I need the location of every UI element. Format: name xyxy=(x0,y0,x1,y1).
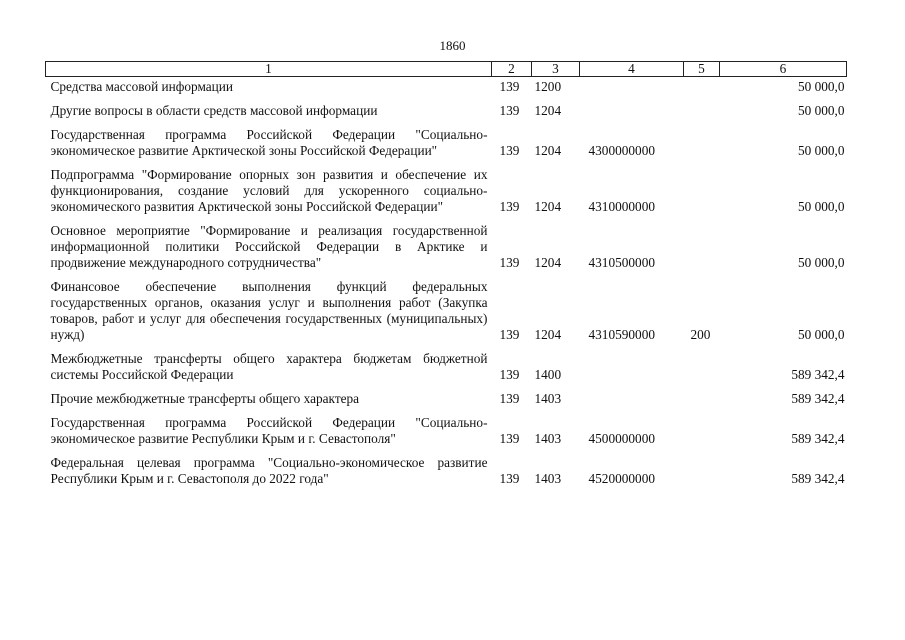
row-name: Прочие межбюджетные трансферты общего характера xyxy=(50,391,360,406)
row-cs xyxy=(580,79,684,95)
budget-table xyxy=(45,61,847,487)
row-gr: 139 xyxy=(499,327,520,342)
table-row xyxy=(46,415,847,447)
row-vr xyxy=(684,455,720,487)
row-name: Средства массовой информации xyxy=(50,79,234,94)
row-vr xyxy=(684,79,720,95)
header-col-1: 1 xyxy=(46,62,492,77)
row-vr xyxy=(684,103,720,119)
table-row xyxy=(46,391,847,407)
row-rz: 1204 xyxy=(534,199,562,214)
table-row xyxy=(46,351,847,383)
row-vr xyxy=(684,223,720,271)
row-cs xyxy=(580,351,684,383)
table-row xyxy=(46,455,847,487)
row-sum: 50 000,0 xyxy=(797,79,845,94)
table-header-row xyxy=(46,62,847,77)
table-row xyxy=(46,279,847,343)
row-rz: 1403 xyxy=(534,471,562,486)
row-gr: 139 xyxy=(499,471,520,486)
row-name: Основное мероприятие "Формирование и реализация государственной информационной политики Российской Федерации в Арктике и продвижение международного сотрудничества" xyxy=(50,223,488,270)
table-row xyxy=(46,223,847,271)
row-vr: 200 xyxy=(690,327,711,342)
header-col-3: 3 xyxy=(532,62,580,77)
header-col-6: 6 xyxy=(720,62,847,77)
row-sum: 589 342,4 xyxy=(791,471,845,486)
row-rz: 1200 xyxy=(534,79,562,94)
table-row xyxy=(46,127,847,159)
row-name: Подпрограмма "Формирование опорных зон развития и обеспечение их функционирования, создание условий для ускоренного социально-экономического развития Арктической зоны Российской Федерации" xyxy=(50,167,488,214)
row-cs xyxy=(580,391,684,407)
row-name: Финансовое обеспечение выполнения функций федеральных государственных органов, оказания услуг и выполнения работ (Закупка товаров, работ и услуг для обеспечения государственных (муниципальных) нужд) xyxy=(50,279,488,342)
page-number: 1860 xyxy=(439,38,466,53)
row-vr xyxy=(684,391,720,407)
row-vr xyxy=(684,351,720,383)
row-cs: 4310500000 xyxy=(588,255,655,270)
row-name: Федеральная целевая программа "Социально-экономическое развитие Республики Крым и г. Севастополя до 2022 года" xyxy=(50,455,488,486)
table-row xyxy=(46,79,847,95)
row-gr: 139 xyxy=(499,143,520,158)
row-cs: 4310000000 xyxy=(588,199,655,214)
row-vr xyxy=(684,415,720,447)
row-cs: 4500000000 xyxy=(588,431,655,446)
row-name: Межбюджетные трансферты общего характера бюджетам бюджетной системы Российской Федерации xyxy=(50,351,488,382)
table-row xyxy=(46,103,847,119)
row-cs: 4520000000 xyxy=(588,471,655,486)
row-vr xyxy=(684,167,720,215)
row-gr: 139 xyxy=(499,391,520,406)
row-cs: 4310590000 xyxy=(588,327,655,342)
row-rz: 1403 xyxy=(534,431,562,446)
row-gr: 139 xyxy=(499,199,520,214)
row-cs: 4300000000 xyxy=(588,143,655,158)
table-row xyxy=(46,167,847,215)
row-gr: 139 xyxy=(499,367,520,382)
row-vr xyxy=(684,127,720,159)
row-name: Другие вопросы в области средств массовой информации xyxy=(50,103,378,118)
row-gr: 139 xyxy=(499,431,520,446)
row-rz: 1204 xyxy=(534,103,562,118)
row-rz: 1204 xyxy=(534,327,562,342)
row-sum: 50 000,0 xyxy=(797,327,845,342)
row-gr: 139 xyxy=(499,103,520,118)
row-sum: 589 342,4 xyxy=(791,391,845,406)
header-col-2: 2 xyxy=(492,62,532,77)
header-col-5: 5 xyxy=(684,62,720,77)
header-col-4: 4 xyxy=(580,62,684,77)
row-name: Государственная программа Российской Федерации "Социально-экономическое развитие Республики Крым и г. Севастополя" xyxy=(50,415,488,446)
row-gr: 139 xyxy=(499,79,520,94)
row-sum: 589 342,4 xyxy=(791,367,845,382)
row-rz: 1403 xyxy=(534,391,562,406)
row-sum: 50 000,0 xyxy=(797,199,845,214)
row-cs xyxy=(580,103,684,119)
row-sum: 589 342,4 xyxy=(791,431,845,446)
row-sum: 50 000,0 xyxy=(797,143,845,158)
row-rz: 1400 xyxy=(534,367,562,382)
row-name: Государственная программа Российской Федерации "Социально-экономическое развитие Арктической зоны Российской Федерации" xyxy=(50,127,488,158)
row-rz: 1204 xyxy=(534,255,562,270)
row-sum: 50 000,0 xyxy=(797,255,845,270)
row-sum: 50 000,0 xyxy=(797,103,845,118)
row-rz: 1204 xyxy=(534,143,562,158)
row-gr: 139 xyxy=(499,255,520,270)
